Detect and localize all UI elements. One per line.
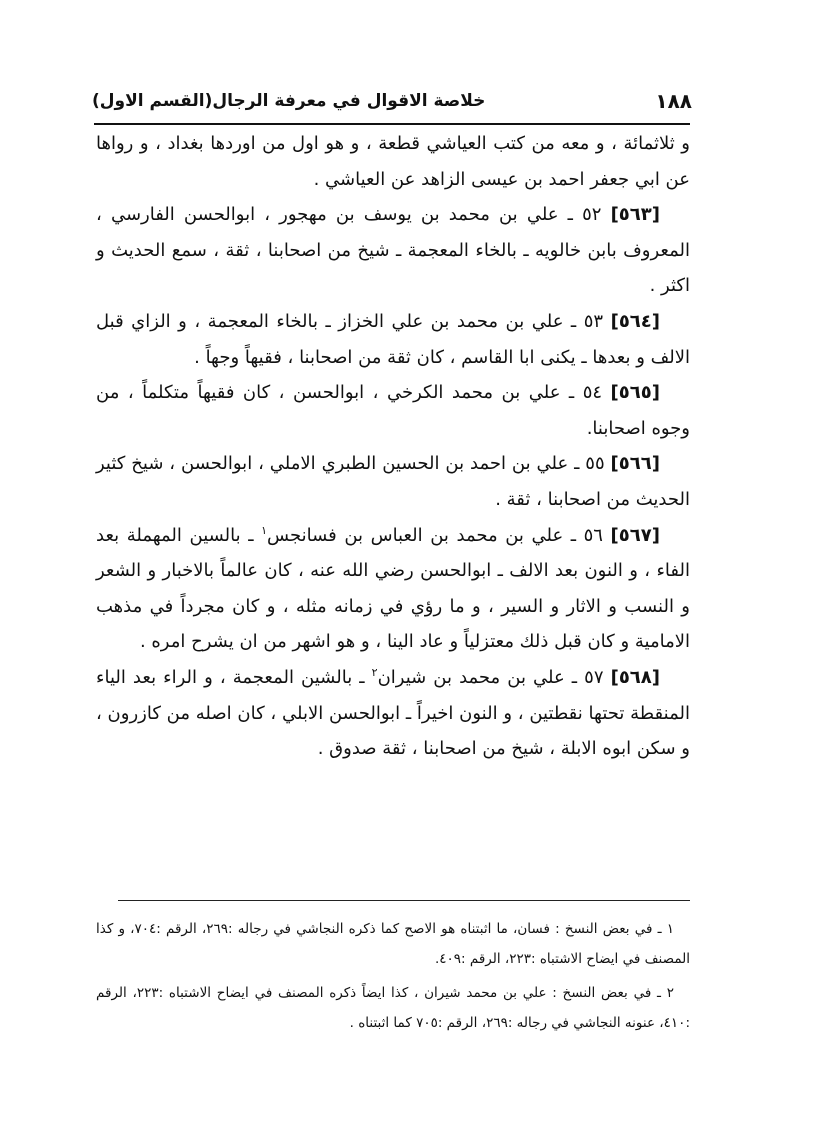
entry-565 [96,375,690,446]
entry-text: ٥٣ ـ علي بن محمد بن علي الخزاز ـ بالخاء المعجمة ، و الزاي قبل الالف و بعدها ـ يكنى ابا القاسم ، كان ثقة من اصحابنا ، فقيهاً وجهاً . [96,310,690,368]
entry-text: ٥٤ ـ علي بن محمد الكرخي ، ابوالحسن ، كان فقيهاً متكلماً ، من وجوه اصحابنا. [96,382,690,439]
entry-567 [96,518,690,660]
entry-text: ٥٧ ـ علي بن محمد بن شيران [377,666,604,688]
footnote-rule [118,900,690,901]
footnote-marker[interactable]: ٢ [371,665,378,679]
entry-568 [96,660,690,767]
entry-566 [96,446,690,517]
entry-text-continued: ـ بالشين المعجمة ، و الراء بعد الياء المنقطة تحتها نقطتين ، و النون اخيراً ـ ابوالحسن الابلي ، كان اصله من كازرون ، و سكن ابوه الابلة ، شيخ من اصحابنا ، ثقة صدوق . [96,666,690,760]
footnote-2: ٢ ـ في بعض النسخ : علي بن محمد شيران ، كذا ايضاً ذكره المصنف في ايضاح الاشتباه :٢٢٣، الرقم :٤١٠، عنونه النجاشي في رجاله :٢٦٩، الرقم :٧٠٥ كما اثبتناه . [96,985,690,1031]
entry-text: ٥٥ ـ علي بن احمد بن الحسين الطبري الاملي ، ابوالحسن ، شيخ كثير الحديث من اصحابنا ، ثقة . [96,453,690,510]
entry-564 [96,304,690,375]
entry-ref: [٥٦٣] [610,204,660,226]
page-number: ١٨٨ [655,89,692,113]
header-rule [94,123,690,125]
footnotes [96,914,690,1042]
entry-text: ٥٦ ـ علي بن محمد بن العباس بن فسانجس [267,524,603,546]
running-head [92,84,692,118]
entry-text-continued: ـ بالسين المهملة بعد الفاء ، و النون بعد الالف ـ ابوالحسن رضي الله عنه ، كان عالماً بالاخبار و الشعر و النسب و الاثار و السير ، و ما رؤي في زمانه مثله ، و كان مجرداً في مذهب الامامية و كان قبل ذلك معتزلياً و عاد الينا ، و هو اشهر من ان يشرح امره . [96,524,690,653]
entry-ref: [٥٦٨] [610,666,661,688]
entry-text: ٥٢ ـ علي بن محمد بن يوسف بن مهجور ، ابوالحسن الفارسي ، المعروف بابن خالويه ـ بالخاء المعجمة ـ شيخ من اصحابنا ، ثقة ، سمع الحديث و اكثر . [96,204,690,297]
entry-ref: [٥٦٤] [610,310,661,332]
entry-563 [96,197,690,304]
entry-ref: [٥٦٥] [610,382,660,404]
footnote-marker[interactable]: ١ [261,523,268,537]
continuation-paragraph: و ثلاثمائة ، و معه من كتب العياشي قطعة ، و هو اول من اوردها بغداد ، و رواها عن ابي جعفر احمد بن عيسى الزاهد عن العياشي . [96,133,690,190]
main-text [96,126,690,767]
footnote-1: ١ ـ في بعض النسخ : فسان، ما اثبتناه هو الاصح كما ذكره النجاشي في رجاله :٢٦٩، الرقم :٧٠٤، و كذا المصنف في ايضاح الاشتباه :٢٢٣، الرقم :٤٠٩. [96,921,690,967]
entry-ref: [٥٦٧] [610,524,660,546]
entry-ref: [٥٦٦] [610,453,660,475]
running-title: خلاصة الاقوال في معرفة الرجال(القسم الاول) [92,91,486,111]
